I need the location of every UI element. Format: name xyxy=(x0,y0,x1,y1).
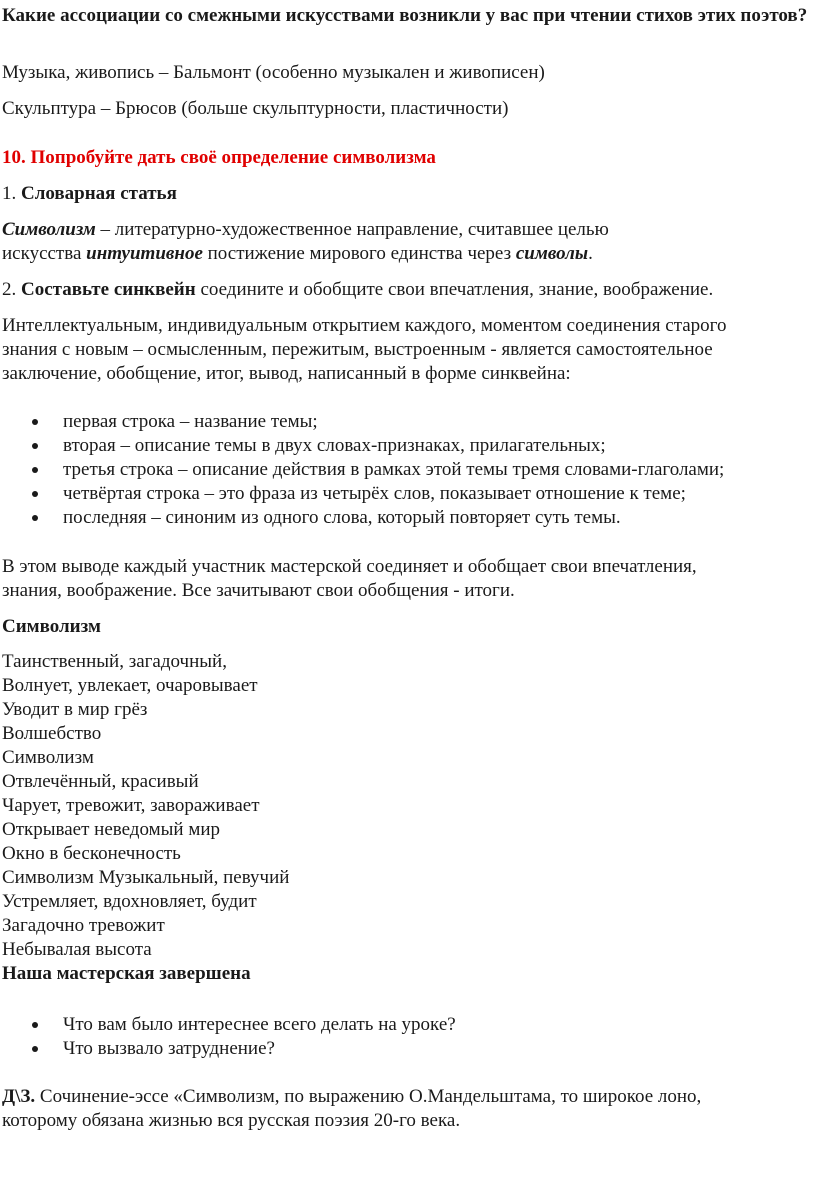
step-1-number: 1. xyxy=(2,183,17,204)
bullet-icon xyxy=(32,1046,38,1052)
question-heading: Какие ассоциации со смежными искусствами возникли у вас при чтении стихов этих поэтов? xyxy=(2,5,808,26)
poem-line: Уводит в мир грёз xyxy=(2,699,148,720)
poem-line: Волшебство xyxy=(2,723,102,744)
list-item: последняя – синоним из одного слова, который повторяет суть темы. xyxy=(2,506,808,530)
bullet-icon xyxy=(32,443,38,449)
step-2-text-line-1: Интеллектуальным, индивидуальным открытием каждого, моментом соединения старого xyxy=(2,315,727,336)
bullet-icon xyxy=(32,491,38,497)
conclusion-line-2: знания, воображение. Все зачитывают свои обобщения - итоги. xyxy=(2,580,515,601)
bullet-icon xyxy=(32,467,38,473)
step-2-rest: соедините и обобщите свои впечатления, знание, воображение. xyxy=(195,279,714,300)
poem-line: Открывает неведомый мир xyxy=(2,819,221,840)
definition-intuitive: интуитивное xyxy=(86,243,203,264)
step-1-title: Словарная статья xyxy=(21,183,177,204)
definition-symbols: символы xyxy=(515,243,589,264)
poem-line: Символизм xyxy=(2,747,94,768)
final-questions-list xyxy=(2,1013,808,1061)
bullet-icon xyxy=(32,515,38,521)
poem-line: Загадочно тревожит xyxy=(2,915,165,936)
list-item: Что вам было интереснее всего делать на уроке? xyxy=(2,1013,808,1037)
step-1-heading xyxy=(2,182,177,206)
homework-label: Д\З. xyxy=(2,1086,36,1107)
list-item: вторая – описание темы в двух словах-признаках, прилагательных; xyxy=(2,434,808,458)
poem-line: Небывалая высота xyxy=(2,939,152,960)
definition-line-2 xyxy=(2,242,593,266)
list-item: третья строка – описание действия в рамках этой темы тремя словами-глаголами; xyxy=(2,458,808,482)
answer-music: Музыка, живопись – Бальмонт (особенно музыкален и живописен) xyxy=(2,62,545,83)
definition-text-3: постижение мирового единства через xyxy=(202,243,516,264)
list-item: четвёртая строка – это фраза из четырёх слов, показывает отношение к теме; xyxy=(2,482,808,506)
answer-sculpture: Скульптура – Брюсов (больше скульптурности, пластичности) xyxy=(2,98,509,119)
definition-end: . xyxy=(588,243,593,264)
cinquain-title: Символизм xyxy=(2,616,101,637)
finale-title: Наша мастерская завершена xyxy=(2,963,251,984)
poem-line: Окно в бесконечность xyxy=(2,843,181,864)
step-2-number: 2. xyxy=(2,279,17,300)
poem-line: Волнует, увлекает, очаровывает xyxy=(2,675,258,696)
section-10-title: 10. Попробуйте дать своё определение символизма xyxy=(2,147,436,168)
cinquain-rules-list xyxy=(2,410,808,530)
poem-line: Таинственный, загадочный, xyxy=(2,651,227,672)
definition-text-2: искусства xyxy=(2,243,87,264)
poem-line: Символизм Музыкальный, певучий xyxy=(2,867,290,888)
definition-term: Символизм xyxy=(2,219,96,240)
homework-line-1 xyxy=(2,1085,701,1109)
cinquain-poem xyxy=(2,650,289,986)
poem-line: Устремляет, вдохновляет, будит xyxy=(2,891,257,912)
step-2-heading xyxy=(2,278,713,302)
bullet-icon xyxy=(32,1022,38,1028)
list-item: Что вызвало затруднение? xyxy=(2,1037,808,1061)
homework-text-1: Сочинение-эссе «Символизм, по выражению О.Мандельштама, то широкое лоно, xyxy=(35,1086,702,1107)
step-2-text-line-3: заключение, обобщение, итог, вывод, написанный в форме синквейна: xyxy=(2,363,571,384)
homework-line-2: которому обязана жизнью вся русская поэзия 20-го века. xyxy=(2,1110,461,1131)
step-2-text-line-2: знания с новым – осмысленным, пережитым, выстроенным - является самостоятельное xyxy=(2,339,713,360)
definition-text-1: – литературно-художественное направление, считавшее целью xyxy=(95,219,609,240)
poem-line: Отвлечённый, красивый xyxy=(2,771,199,792)
poem-line: Чарует, тревожит, завораживает xyxy=(2,795,260,816)
list-item: первая строка – название темы; xyxy=(2,410,808,434)
definition-line-1 xyxy=(2,218,609,242)
bullet-icon xyxy=(32,419,38,425)
step-2-title: Составьте синквейн xyxy=(21,279,196,300)
conclusion-line-1: В этом выводе каждый участник мастерской соединяет и обобщает свои впечатления, xyxy=(2,556,697,577)
